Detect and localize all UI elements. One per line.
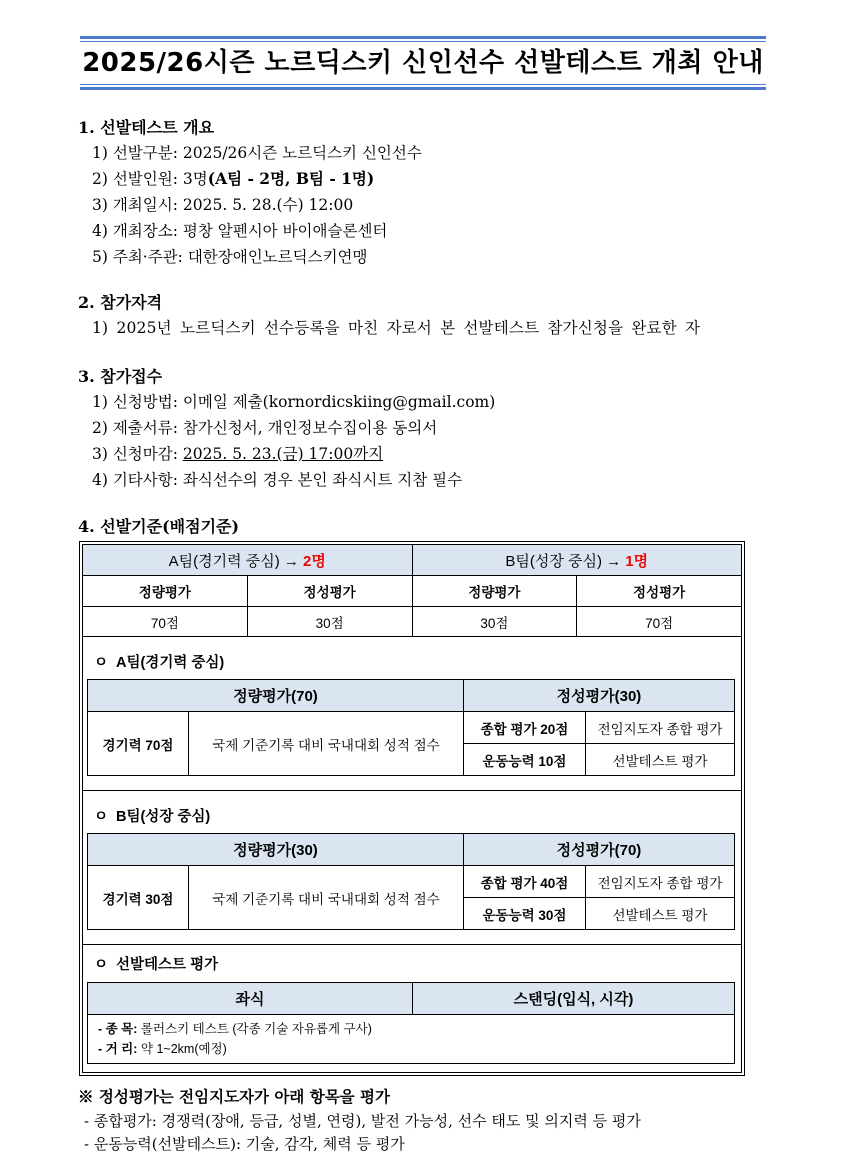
test-subheading: ㅇ 선발테스트 평가: [94, 957, 219, 973]
points-qual-a: 30점: [247, 607, 412, 637]
s3-item-3: 3) 신청마감: 2025. 5. 23.(금) 17:00까지: [92, 445, 384, 463]
divider: [82, 790, 742, 791]
team-a-quant-head: 정량평가(70): [88, 680, 464, 712]
team-a-total-desc: 전임지도자 종합 평가: [586, 712, 735, 744]
points-qual-b: 70점: [577, 607, 742, 637]
team-b-score-table: [87, 833, 735, 930]
test-details: [88, 1015, 735, 1064]
team-b-perf: 경기력 30점: [88, 866, 189, 930]
s1-item-4: 4) 개최장소: 평창 알펜시아 바이애슬론센터: [92, 222, 388, 240]
section-2-heading: 2. 참가자격: [78, 293, 163, 312]
section-4-heading: 4. 선발기준(배점기준): [78, 517, 240, 536]
team-b-quant-head: 정량평가(30): [88, 834, 464, 866]
team-points-table: [82, 544, 742, 637]
team-a-motor-desc: 선발테스트 평가: [586, 744, 735, 776]
s3-item-2: 2) 제출서류: 참가신청서, 개인정보수집이용 동의서: [92, 419, 438, 437]
team-a-header: A팀(경기력 중심) → 2명: [83, 545, 413, 576]
s2-item-1: 1) 2025년 노르딕스키 선수등록을 마친 자로서 본 선발테스트 참가신청을 완료한 자: [92, 319, 701, 337]
team-b-qual-head: 정성평가(70): [464, 834, 735, 866]
col-quant-b: 정량평가: [412, 576, 577, 607]
team-b-total: 종합 평가 40점: [464, 866, 586, 898]
title-band: [80, 36, 766, 90]
team-b-motor: 운동능력 30점: [464, 898, 586, 930]
points-quant-a: 70점: [83, 607, 248, 637]
team-b-subheading: ㅇ B팀(성장 중심): [94, 809, 211, 825]
test-table: [87, 982, 735, 1064]
team-b-total-desc: 전임지도자 종합 평가: [586, 866, 735, 898]
col-quant-a: 정량평가: [83, 576, 248, 607]
team-b-header: B팀(성장 중심) → 1명: [412, 545, 742, 576]
divider: [82, 944, 742, 945]
team-a-perf: 경기력 70점: [88, 712, 189, 776]
team-a-qual-head: 정성평가(30): [464, 680, 735, 712]
col-qual-a: 정성평가: [247, 576, 412, 607]
team-a-perf-desc: 국제 기준기록 대비 국내대회 성적 점수: [189, 712, 464, 776]
team-a-score-table: [87, 679, 735, 776]
s1-item-3: 3) 개최일시: 2025. 5. 28.(수) 12:00: [92, 196, 354, 214]
team-b-perf-desc: 국제 기준기록 대비 국내대회 성적 점수: [189, 866, 464, 930]
test-distance: - 거 리: 약 1~2km(예정): [98, 1042, 227, 1056]
note-line-1: - 종합평가: 경쟁력(장애, 등급, 성별, 연령), 발전 가능성, 선수 태도 및 의지력 등 평가: [84, 1112, 641, 1130]
team-b-motor-desc: 선발테스트 평가: [586, 898, 735, 930]
points-quant-b: 30점: [412, 607, 577, 637]
section-1-heading: 1. 선발테스트 개요: [78, 118, 215, 137]
test-sit-head: 좌식: [88, 983, 413, 1015]
s1-item-2: 2) 선발인원: 3명(A팀 - 2명, B팀 - 1명): [92, 169, 375, 188]
note-line-2: - 운동능력(선발테스트): 기술, 감각, 체력 등 평가: [84, 1135, 405, 1153]
team-a-subheading: ㅇ A팀(경기력 중심): [94, 655, 225, 671]
team-a-motor: 운동능력 10점: [464, 744, 586, 776]
section-3-heading: 3. 참가접수: [78, 367, 163, 386]
test-event: - 종 목: 롤러스키 테스트 (각종 기술 자유롭게 구사): [98, 1022, 372, 1036]
test-stand-head: 스탠딩(입식, 시각): [413, 983, 735, 1015]
s3-item-1: 1) 신청방법: 이메일 제출(kornordicskiing@gmail.com): [92, 393, 496, 411]
team-a-total: 종합 평가 20점: [464, 712, 586, 744]
s1-item-5: 5) 주최·주관: 대한장애인노르딕스키연맹: [92, 248, 368, 266]
page-title: 2025/26시즌 노르딕스키 신인선수 선발테스트 개최 안내: [82, 48, 764, 78]
col-qual-b: 정성평가: [577, 576, 742, 607]
note-heading: ※ 정성평가는 전임지도자가 아래 항목을 평가: [78, 1087, 390, 1106]
s1-item-1: 1) 선발구분: 2025/26시즌 노르딕스키 신인선수: [92, 144, 422, 162]
s3-item-4: 4) 기타사항: 좌식선수의 경우 본인 좌식시트 지참 필수: [92, 471, 463, 489]
deadline-underlined: 2025. 5. 23.(금) 17:00까지: [182, 445, 384, 463]
